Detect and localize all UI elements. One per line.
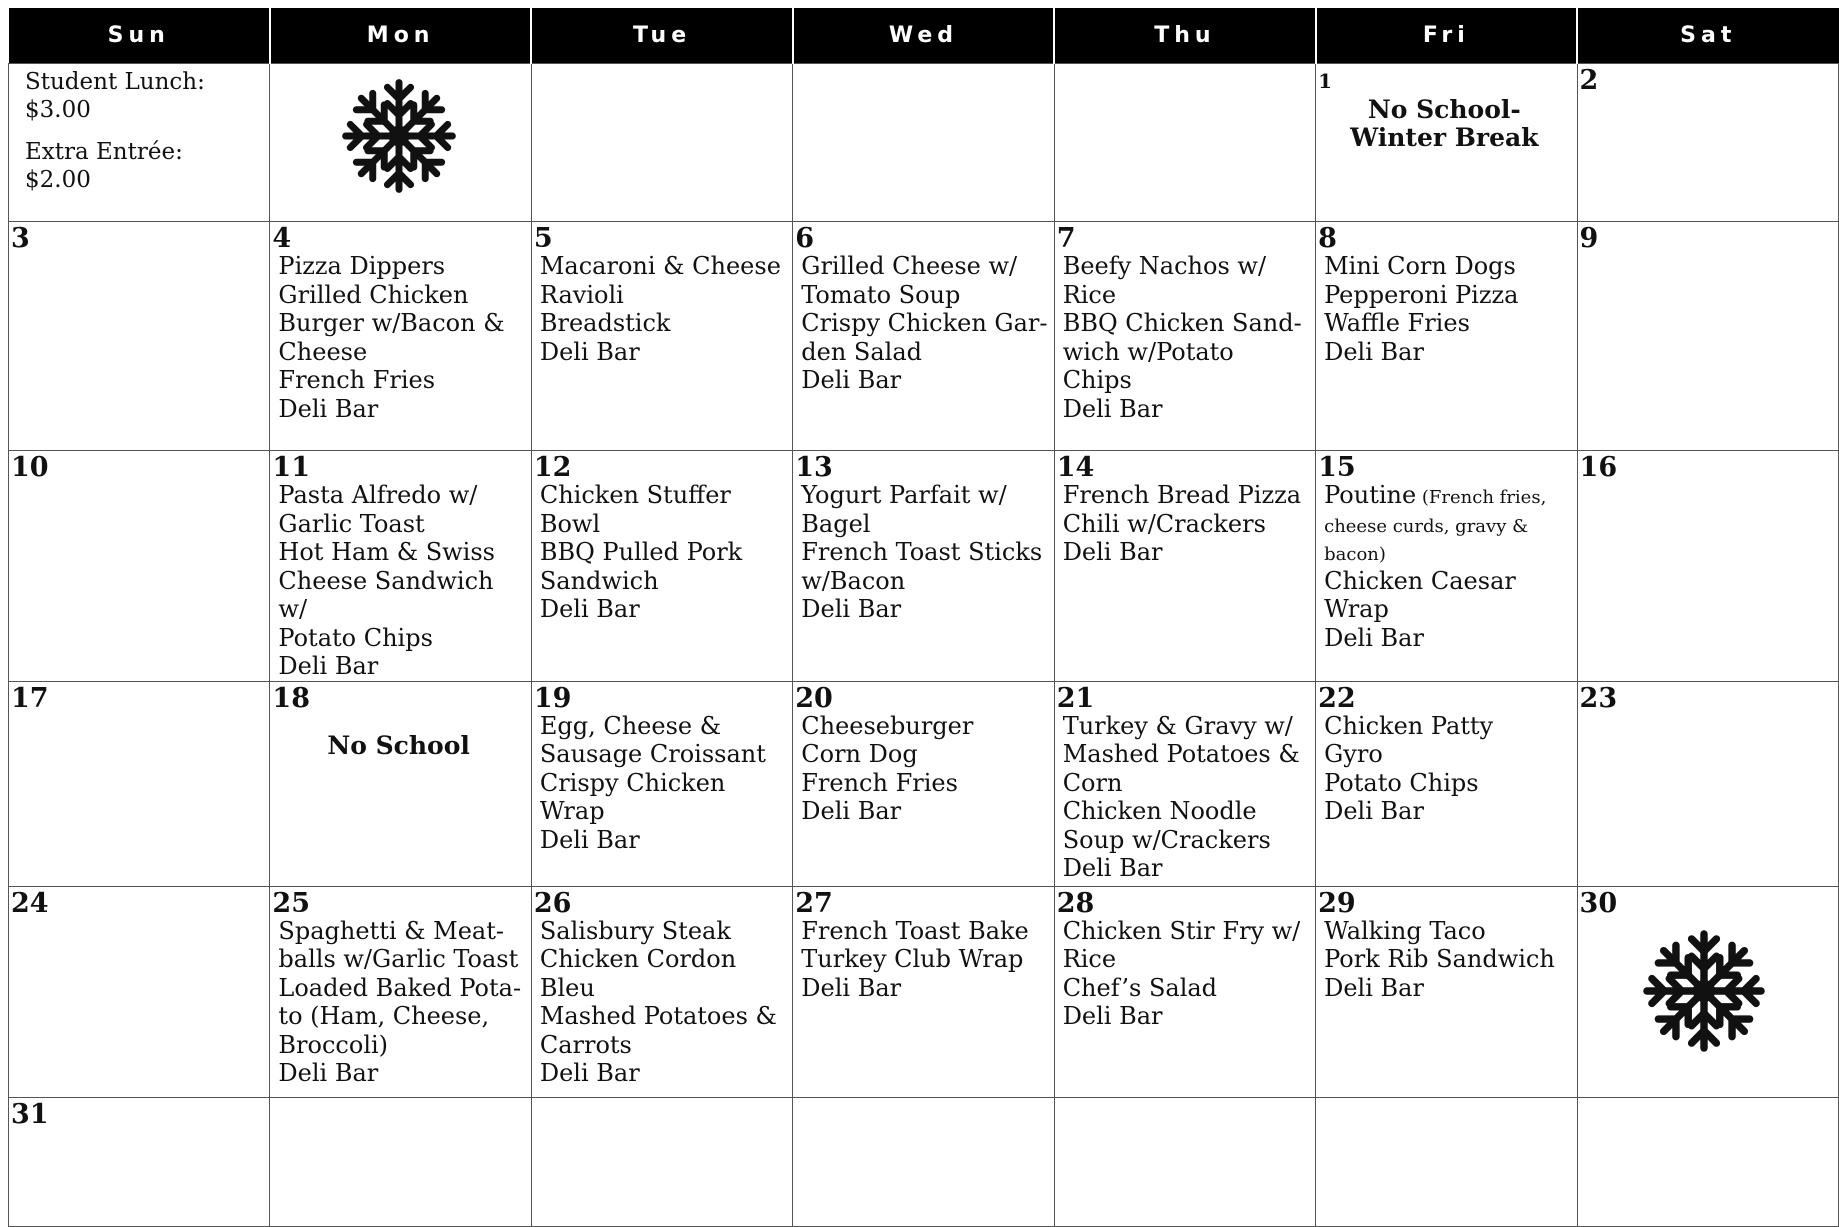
day-cell-12 <box>531 451 792 682</box>
empty-day-cell <box>1054 1097 1315 1226</box>
menu-item: Mashed Potatoes & <box>1062 740 1300 768</box>
menu-list <box>1318 481 1570 652</box>
day-number: 6 <box>795 223 815 254</box>
day-cell-13 <box>793 451 1054 682</box>
menu-item: Chicken Stir Fry w/ <box>1062 916 1301 945</box>
empty-day-cell <box>793 1097 1054 1226</box>
day-cell-30 <box>1577 886 1838 1097</box>
menu-list <box>795 252 1047 395</box>
menu-item: Sandwich <box>539 566 659 595</box>
day-cell-10 <box>9 451 270 682</box>
menu-item: Sausage Croissant <box>539 740 766 768</box>
day-cell-19 <box>531 681 792 886</box>
day-number: 4 <box>272 223 292 254</box>
menu-item: Deli Bar <box>539 1059 640 1087</box>
menu-item: Gyro <box>1324 740 1383 768</box>
menu-item: Crispy Chicken <box>539 768 726 797</box>
menu-list <box>795 712 1047 826</box>
menu-item: Deli Bar <box>801 366 902 394</box>
menu-item: Rice <box>1062 280 1117 309</box>
day-number: 5 <box>533 223 553 254</box>
menu-item: Soup w/Crackers <box>1062 825 1271 854</box>
menu-list <box>534 252 786 366</box>
lunch-calendar <box>8 8 1839 1227</box>
empty-day-cell <box>270 64 531 222</box>
menu-item: French Bread Pizza <box>1062 481 1302 509</box>
day-cell-8 <box>1316 222 1577 451</box>
snowflake-icon <box>1642 929 1766 1053</box>
menu-item: Cheeseburger <box>801 711 974 740</box>
menu-item: den Salad <box>801 337 923 366</box>
menu-item: Deli Bar <box>801 973 902 1002</box>
menu-item: Pasta Alfredo w/ <box>278 481 478 509</box>
weekday-tue: Tue <box>531 8 792 64</box>
menu-item: Deli Bar <box>801 797 902 825</box>
menu-item: Deli Bar <box>1062 394 1163 423</box>
menu-item: Chicken Stuffer <box>539 481 731 509</box>
empty-day-cell <box>531 1097 792 1226</box>
menu-item: Carrots <box>539 1030 632 1059</box>
weekday-thu: Thu <box>1054 8 1315 64</box>
menu-list <box>272 252 524 423</box>
menu-item: Breadstick <box>539 309 671 337</box>
empty-day-cell <box>1577 1097 1838 1226</box>
menu-item: Corn <box>1062 768 1123 797</box>
weekday-header-row <box>9 8 1839 64</box>
menu-item: BBQ Chicken Sand- <box>1062 309 1302 337</box>
week-row-6 <box>9 1097 1839 1226</box>
student-lunch-price: $3.00 <box>25 97 91 123</box>
day-number: 14 <box>1056 452 1095 483</box>
menu-item: Deli Bar <box>539 825 640 854</box>
menu-item: Bagel <box>801 509 871 538</box>
week-row-3 <box>9 451 1839 682</box>
menu-item: French Fries <box>801 768 958 797</box>
menu-list <box>1057 252 1309 423</box>
empty-day-cell <box>793 64 1054 222</box>
menu-item: French Toast Sticks <box>801 538 1043 566</box>
menu-item: Deli Bar <box>278 394 379 423</box>
menu-item: Deli Bar <box>1324 797 1424 825</box>
menu-item: Deli Bar <box>278 1059 379 1087</box>
day-cell-7 <box>1054 222 1315 451</box>
menu-item: Deli Bar <box>278 652 379 680</box>
menu-item: Yogurt Parfait w/ <box>801 481 1007 509</box>
menu-item: French Fries <box>278 366 436 394</box>
menu-item: Crispy Chicken Gar- <box>801 309 1048 337</box>
menu-item: Chili w/Crackers <box>1062 509 1266 538</box>
menu-item: Deli Bar <box>1062 854 1163 882</box>
menu-item: Chicken Patty <box>1324 711 1494 740</box>
menu-item: Burger w/Bacon & <box>278 309 505 337</box>
menu-item: Deli Bar <box>1062 538 1163 566</box>
day-cell-1 <box>1316 64 1577 222</box>
day-cell-11 <box>270 451 531 682</box>
day-cell-20 <box>793 681 1054 886</box>
day-number: 17 <box>11 682 49 714</box>
day-number: 15 <box>1318 452 1356 483</box>
menu-list <box>534 917 786 1088</box>
day-cell-4 <box>270 222 531 451</box>
day-number: 20 <box>795 682 833 714</box>
day-number: 2 <box>1579 65 1599 96</box>
weekday-sun: Sun <box>9 8 270 64</box>
day-number: 25 <box>272 887 310 919</box>
menu-list <box>1057 712 1309 883</box>
menu-item: Deli Bar <box>1324 623 1424 652</box>
day-cell-23 <box>1577 681 1838 886</box>
menu-list <box>1318 712 1570 826</box>
day-cell-24 <box>9 886 270 1097</box>
day-cell-26 <box>531 886 792 1097</box>
menu-item: Chicken Cordon <box>539 945 737 973</box>
menu-item: French Toast Bake <box>801 916 1029 945</box>
day-cell-25 <box>270 886 531 1097</box>
menu-item: Chicken Noodle <box>1062 797 1257 825</box>
day-cell-5 <box>531 222 792 451</box>
price-info-cell <box>9 64 270 222</box>
day-cell-6 <box>793 222 1054 451</box>
week-row-5 <box>9 886 1839 1097</box>
weekday-mon: Mon <box>270 8 531 64</box>
empty-day-cell <box>1316 1097 1577 1226</box>
menu-item: BBQ Pulled Pork <box>539 538 743 566</box>
weekday-sat: Sat <box>1577 8 1838 64</box>
menu-list <box>534 712 786 855</box>
extra-entree-price: $2.00 <box>25 167 91 193</box>
menu-item: Mashed Potatoes & <box>539 1002 777 1030</box>
menu-item: Walking Taco <box>1324 916 1486 945</box>
day-number: 22 <box>1318 682 1356 714</box>
menu-item: Chef’s Salad <box>1062 973 1218 1002</box>
menu-item: Mini Corn Dogs <box>1324 252 1516 280</box>
menu-item: Broccoli) <box>278 1030 389 1059</box>
menu-item: Grilled Cheese w/ <box>801 252 1018 280</box>
menu-item: Macaroni & Cheese <box>539 252 781 280</box>
menu-item: Beefy Nachos w/ <box>1062 252 1267 280</box>
menu-list <box>534 481 786 624</box>
menu-item: Pepperoni Pizza <box>1324 280 1519 309</box>
menu-item-poutine: Poutine (French fries, cheese curds, gravy & bacon) <box>1324 481 1547 565</box>
day-number: 8 <box>1318 223 1337 254</box>
menu-item: Cheese <box>278 337 368 366</box>
week-row-2 <box>9 222 1839 451</box>
menu-item: Turkey Club Wrap <box>801 945 1024 973</box>
menu-item: to (Ham, Cheese, <box>278 1002 490 1030</box>
extra-entree-label: Extra Entrée: <box>25 139 183 165</box>
day-cell-21 <box>1054 681 1315 886</box>
day-cell-29 <box>1316 886 1577 1097</box>
menu-item: Potato Chips <box>1324 768 1479 797</box>
menu-list <box>1057 917 1309 1031</box>
empty-day-cell <box>270 1097 531 1226</box>
menu-item: w/Bacon <box>801 566 906 595</box>
snowflake-icon <box>341 78 457 194</box>
day-number: 18 <box>272 682 310 714</box>
day-number: 27 <box>795 887 833 919</box>
menu-item: Wrap <box>539 797 605 825</box>
menu-item: Garlic Toast <box>278 509 425 538</box>
day-cell-27 <box>793 886 1054 1097</box>
menu-list <box>795 917 1047 1003</box>
menu-item: balls w/Garlic Toast <box>278 945 519 973</box>
menu-item: Pork Rib Sandwich <box>1324 945 1555 973</box>
day-number: 7 <box>1056 223 1076 254</box>
weekday-fri: Fri <box>1316 8 1577 64</box>
day-number: 10 <box>11 452 49 483</box>
menu-item: Deli Bar <box>1324 973 1424 1002</box>
day-number: 29 <box>1318 887 1356 919</box>
day-number: 9 <box>1579 223 1599 254</box>
day-number: 30 <box>1579 887 1618 919</box>
menu-list <box>795 481 1047 624</box>
day-number: 11 <box>272 452 310 483</box>
menu-item: Salisbury Steak <box>539 916 731 945</box>
menu-item: Deli Bar <box>1062 1002 1163 1030</box>
day-cell-2 <box>1577 64 1838 222</box>
day-number: 1 <box>1318 69 1333 93</box>
day-cell-14 <box>1054 451 1315 682</box>
menu-item: Deli Bar <box>539 337 640 366</box>
day-number: 13 <box>795 452 833 483</box>
menu-list <box>272 917 524 1088</box>
day-cell-16 <box>1577 451 1838 682</box>
day-number: 3 <box>11 223 30 254</box>
student-lunch-label: Student Lunch: <box>25 69 205 95</box>
day-number: 21 <box>1056 682 1095 714</box>
menu-item: Waffle Fries <box>1324 309 1470 337</box>
menu-item: Egg, Cheese & <box>539 711 722 740</box>
weekday-wed: Wed <box>793 8 1054 64</box>
day-number: 26 <box>533 887 572 919</box>
day-number: 12 <box>533 452 572 483</box>
empty-day-cell <box>531 64 792 222</box>
day-cell-22 <box>1316 681 1577 886</box>
day-number: 23 <box>1579 682 1618 714</box>
day-cell-18 <box>270 681 531 886</box>
menu-item: Spaghetti & Meat- <box>278 916 504 945</box>
menu-item: Bowl <box>539 509 601 538</box>
menu-list <box>1057 481 1309 567</box>
menu-item: Ravioli <box>539 280 624 309</box>
menu-item: Rice <box>1062 945 1117 973</box>
menu-item: Wrap <box>1324 595 1389 623</box>
menu-item: Deli Bar <box>539 595 640 623</box>
day-cell-17 <box>9 681 270 886</box>
week-row-4 <box>9 681 1839 886</box>
menu-item: Cheese Sandwich w/ <box>278 566 494 623</box>
day-cell-9 <box>1577 222 1838 451</box>
day-number: 16 <box>1579 452 1618 483</box>
menu-item: Loaded Baked Pota- <box>278 973 522 1002</box>
day-cell-3 <box>9 222 270 451</box>
day-cell-15 <box>1316 451 1577 682</box>
day-number: 19 <box>533 682 572 714</box>
menu-list <box>1318 252 1570 366</box>
day-number: 28 <box>1056 887 1095 919</box>
menu-item: Turkey & Gravy w/ <box>1062 711 1293 740</box>
day-number: 24 <box>11 887 49 919</box>
no-school-message: No School <box>327 730 470 760</box>
empty-day-cell <box>1054 64 1315 222</box>
menu-item: Chicken Caesar <box>1324 566 1516 595</box>
no-school-winter-break: No School- Winter Break <box>1350 95 1539 152</box>
day-number: 31 <box>11 1098 49 1130</box>
menu-item: Deli Bar <box>801 595 902 623</box>
menu-item: Pizza Dippers <box>278 252 446 280</box>
menu-item: Tomato Soup <box>801 280 961 309</box>
menu-item: Deli Bar <box>1324 337 1424 366</box>
menu-list <box>1318 917 1570 1003</box>
menu-item: Hot Ham & Swiss <box>278 538 495 566</box>
day-cell-28 <box>1054 886 1315 1097</box>
poutine-note: (French fries, cheese curds, gravy & bacon) <box>1324 487 1547 565</box>
menu-list <box>272 481 524 681</box>
menu-item: Potato Chips <box>278 623 433 652</box>
menu-item: wich w/Potato Chips <box>1062 337 1234 394</box>
day-cell-31 <box>9 1097 270 1226</box>
week-row-1 <box>9 64 1839 222</box>
menu-item: Grilled Chicken <box>278 280 469 309</box>
menu-item: Bleu <box>539 973 595 1002</box>
menu-item: Corn Dog <box>801 740 918 768</box>
